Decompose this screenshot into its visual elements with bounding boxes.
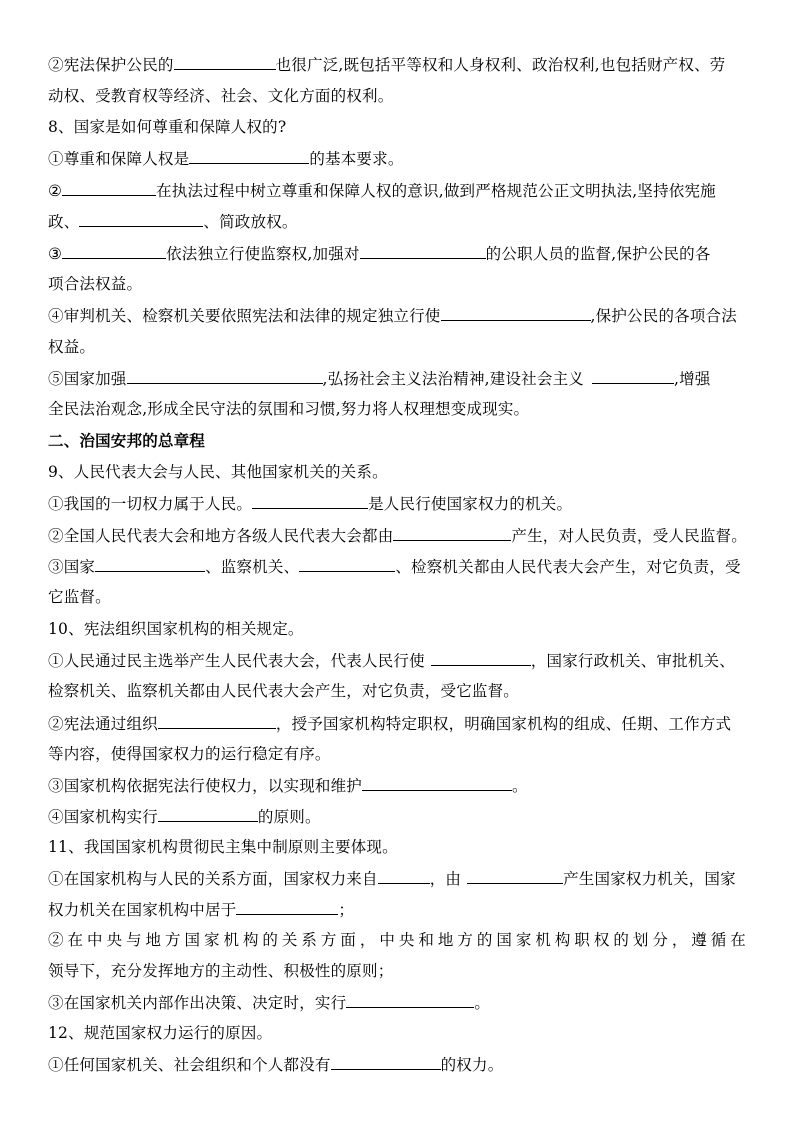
answer-blank[interactable]	[299, 556, 395, 572]
answer-blank[interactable]	[362, 775, 512, 791]
question-heading: 8、国家是如何尊重和保障人权的?	[48, 118, 287, 136]
answer-blank[interactable]	[441, 305, 591, 321]
text-line: ②全国人民代表大会和地方各级人民代表大会都由 产生，对人民负责，受人民监督。	[48, 527, 747, 545]
text-line: ③ 依法独立行使监察权,加强对 的公职人员的监督,保护公民的各	[48, 245, 711, 263]
text-line: ④审判机关、检察机关要依照宪法和法律的规定独立行使 ,保护公民的各项合法	[48, 307, 737, 325]
answer-blank[interactable]	[360, 243, 486, 259]
answer-blank[interactable]	[189, 148, 309, 164]
question-heading: 11、我国国家机构贯彻民主集中制原则主要体现。	[48, 838, 398, 856]
text-line: 权益。	[48, 338, 96, 356]
text-line: ②宪法通过组织 ，授予国家机构特定职权，明确国家机构的组成、任期、工作方式	[48, 715, 732, 733]
text-line: ①人民通过民主选举产生人民代表大会，代表人民行使 ，国家行政机关、审批机关、	[48, 652, 735, 670]
text-line: 检察机关、监察机关都由人民代表大会产生，对它负责，受它监督。	[48, 682, 520, 700]
question-heading: 10、宪法组织国家机构的相关规定。	[48, 620, 304, 638]
answer-blank[interactable]	[62, 243, 166, 259]
answer-blank[interactable]	[378, 868, 430, 884]
text-line: ③在国家机关内部作出决策、决定时，实行 。	[48, 994, 491, 1012]
text-line: ②在中央与地方国家机构的关系方面，中央和地方的国家机构职权的划分，遵循在	[48, 931, 746, 949]
text-line: ② 在执法过程中树立尊重和保障人权的意识,做到严格规范公正文明执法,坚持依宪施	[48, 182, 716, 200]
text-line: ③国家 、监察机关、 、检察机关都由人民代表大会产生，对它负责，受	[48, 558, 741, 576]
answer-blank[interactable]	[127, 368, 323, 384]
question-heading: 9、人民代表大会与人民、其他国家机关的关系。	[48, 463, 388, 481]
section-heading: 二、治国安邦的总章程	[48, 432, 206, 450]
answer-blank[interactable]	[331, 1054, 441, 1070]
answer-blank[interactable]	[62, 180, 156, 196]
text-line: ⑤国家加强 ,弘扬社会主义法治精神,建设社会主义 ,增强	[48, 370, 711, 388]
text-line: 项合法权益。	[48, 275, 143, 293]
answer-blank[interactable]	[174, 54, 276, 70]
text-line: 领导下，充分发挥地方的主动性、积极性的原则；	[48, 962, 394, 980]
text-line: 政、 、简政放权。	[48, 213, 298, 231]
answer-blank[interactable]	[236, 899, 338, 915]
text-line: ②宪法保护公民的 也很广泛,既包括平等权和人身权利、政治权利,也包括财产权、劳	[48, 56, 726, 74]
answer-blank[interactable]	[95, 556, 205, 572]
text-line: 等内容，使得国家权力的运行稳定有序。	[48, 745, 331, 763]
answer-blank[interactable]	[467, 868, 563, 884]
text-line: 它监督。	[48, 588, 111, 606]
text-line: ①在国家机构与人民的关系方面，国家权力来自 ，由 产生国家权力机关，国家	[48, 870, 736, 888]
text-line: ③国家机构依据宪法行使权力，以实现和维护 。	[48, 777, 528, 795]
text-line: 动权、受教育权等经济、社会、文化方面的权利。	[48, 87, 394, 105]
answer-blank[interactable]	[252, 493, 368, 509]
answer-blank[interactable]	[592, 368, 674, 384]
answer-blank[interactable]	[79, 211, 203, 227]
answer-blank[interactable]	[431, 650, 531, 666]
text-line: ①任何国家机关、社会组织和个人都没有 的权力。	[48, 1056, 504, 1074]
text-line: ④国家机构实行 的原则。	[48, 808, 321, 826]
text-line: 全民法治观念,形成全民守法的氛围和习惯,努力将人权理想变成现实。	[48, 400, 530, 418]
question-heading: 12、规范国家权力运行的原因。	[48, 1024, 273, 1042]
answer-blank[interactable]	[393, 525, 511, 541]
text-line: 权力机关在国家机构中居于 ；	[48, 901, 355, 919]
answer-blank[interactable]	[158, 713, 276, 729]
text-line: ①尊重和保障人权是 的基本要求。	[48, 150, 404, 168]
answer-blank[interactable]	[158, 806, 258, 822]
answer-blank[interactable]	[346, 992, 474, 1008]
text-line: ①我国的一切权力属于人民。 是人民行使国家权力的机关。	[48, 495, 573, 513]
